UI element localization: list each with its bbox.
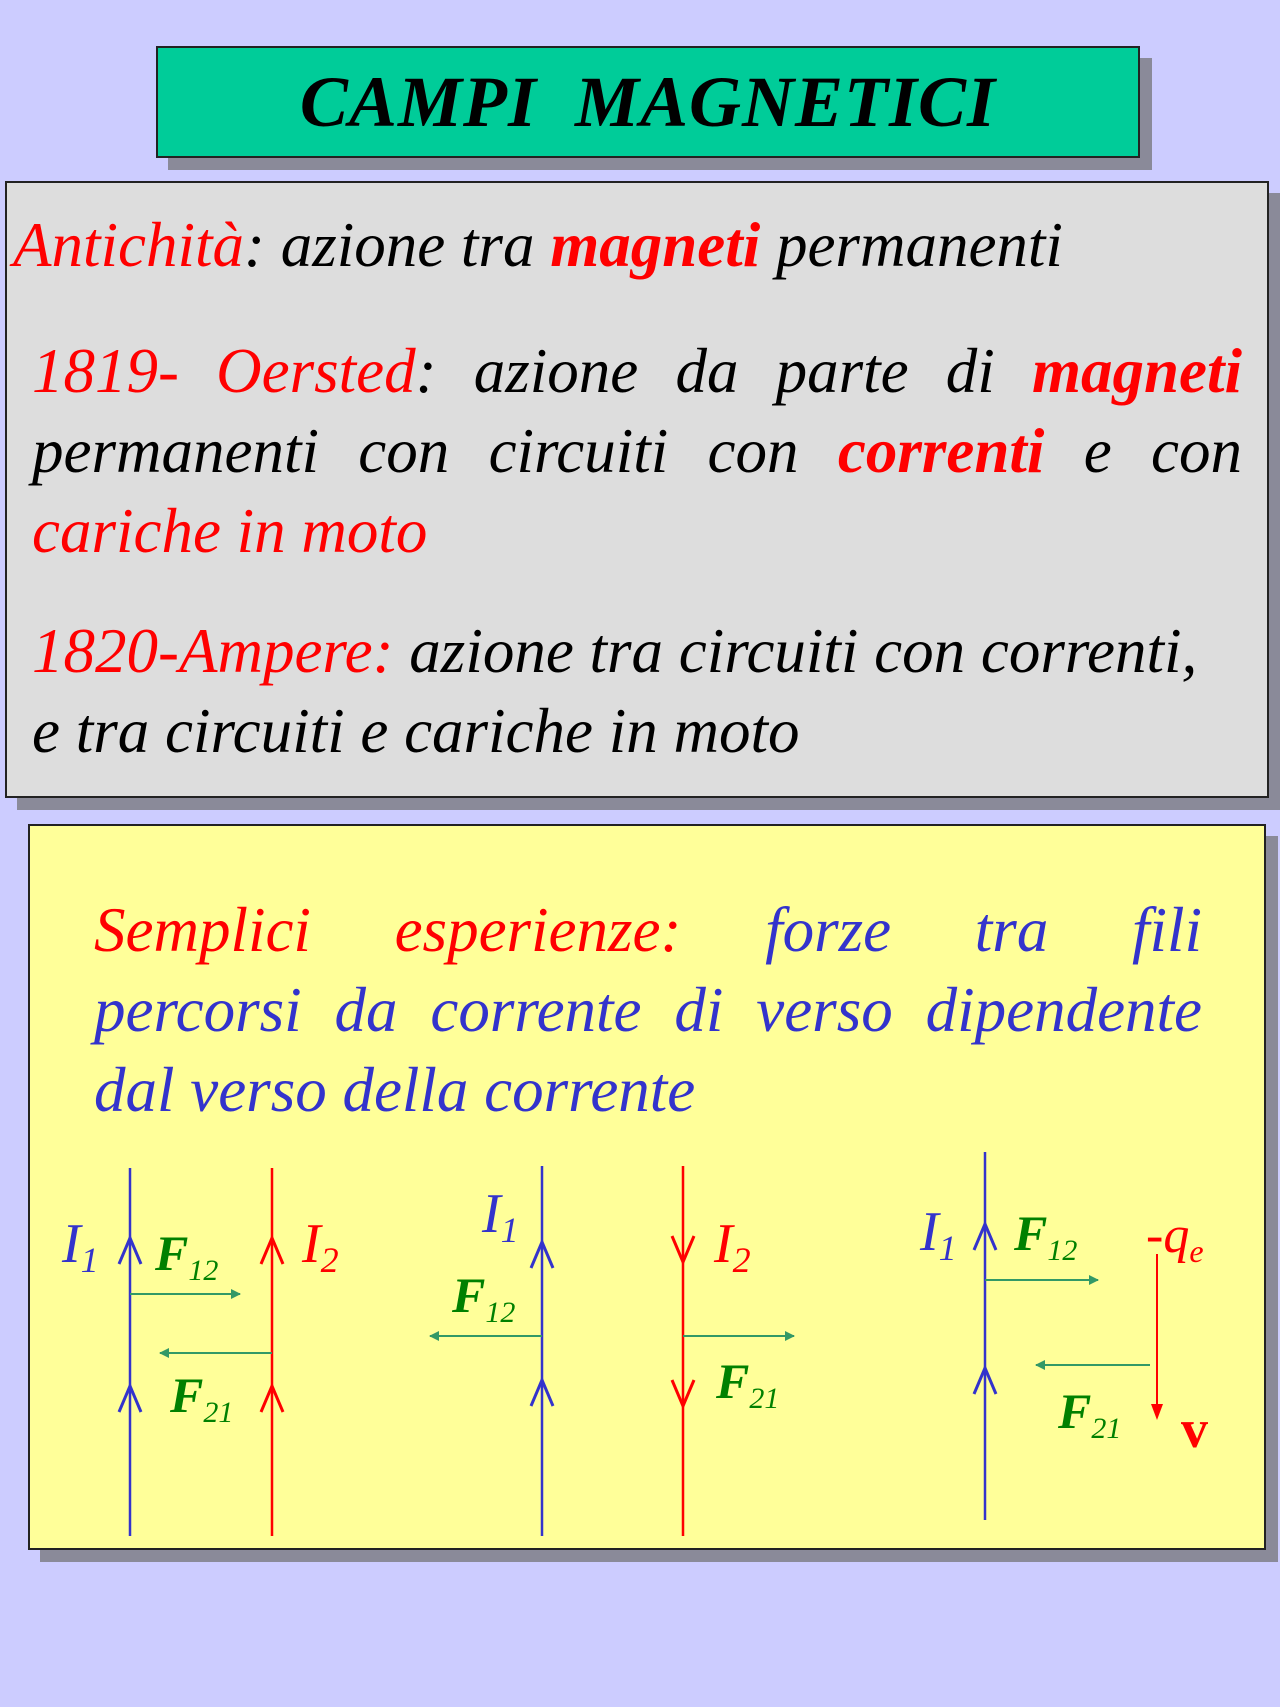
label-f12: $F_{12}$ [452,1267,516,1329]
label-f12: $F_{12}$ [155,1225,219,1287]
label-i2: I2 [714,1213,751,1280]
oersted-line2-highlight: correnti [837,416,1045,486]
label-f21: $F_{21}$ [170,1367,234,1429]
velocity-arrowhead-icon [1151,1404,1163,1420]
label-i1: I1 [62,1213,99,1280]
ampere-line1-tail: azione tra circuiti con correnti, [393,616,1198,686]
antichita-sep: : azione tra [243,210,551,280]
label-f21: $F_{21}$ [716,1353,780,1415]
antichita-tail: permanenti [760,210,1063,280]
antichita-label: Antichità [13,210,244,280]
label-velocity: v [1181,1399,1208,1459]
ampere-label: 1820-Ampere: [32,616,394,686]
experiments-lead: Semplici esperienze: [94,895,682,965]
experiments-line-3: dal verso della corrente [94,1055,696,1125]
label-i1: I1 [482,1183,519,1250]
case-moving-charge [919,1152,1208,1520]
antichita-highlight: magneti [550,210,761,280]
oersted-line1-mid: : azione da parte di [415,336,1032,406]
page-title: CAMPI MAGNETICI [299,61,997,142]
oersted-line2-start: permanenti con circuiti con [32,416,838,486]
oersted-line2-tail: e con [1044,416,1242,486]
case-antiparallel [430,1166,794,1536]
experiments-line1-tail: forze tra fili [681,895,1202,965]
experiments-line-2: percorsi da corrente di verso dipendente [94,975,1202,1045]
label-i2: I2 [302,1213,339,1280]
oersted-label: 1819- Oersted [32,336,416,406]
ampere-line-2: e tra circuiti e cariche in moto [32,696,800,766]
oersted-line-3: cariche in moto [32,496,428,566]
label-charge: -qe [1146,1207,1204,1269]
label-f21: $F_{21}$ [1058,1383,1122,1445]
label-i1: I1 [920,1201,957,1268]
case-parallel [61,1168,339,1536]
label-f12: $F_{12}$ [1014,1205,1078,1267]
oersted-line1-highlight: magneti [1031,336,1242,406]
